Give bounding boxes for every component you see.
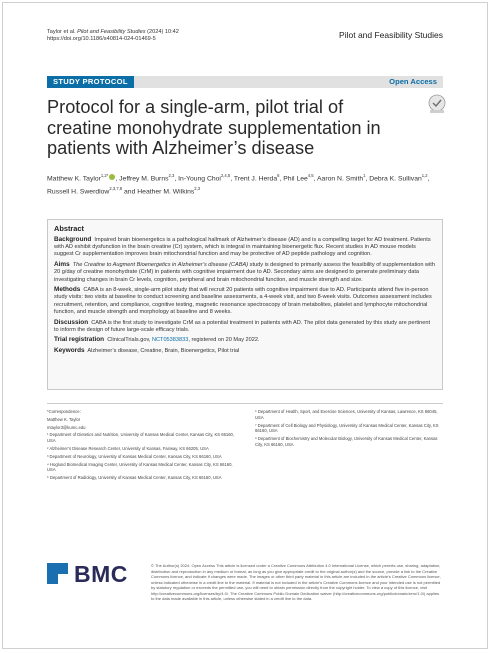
footnote: *Correspondence: (47, 409, 81, 414)
footnote: ⁵ Department of Radiology, University of Kansas Medical Center, Kansas City, KS 66160, USA (47, 475, 222, 481)
doi-link[interactable]: https://doi.org/10.1186/s40814-024-01469-5 (47, 36, 156, 42)
trial-registration: Trial registration ClinicalTrials.gov, NCT05383833, registered on 20 May 2022. (54, 336, 260, 344)
citation-authors: Taylor et al. (47, 29, 76, 35)
orcid-icon[interactable] (109, 174, 115, 180)
footnote: ⁶ Department of Health, Sport, and Exercise Sciences, University of Kansas, Lawrence, KS 66045, USA (255, 409, 438, 420)
footnote: ² Alzheimer’s Disease Research Center, University of Kansas, Fairway, KS 66205, USA (47, 445, 209, 451)
article-type-label: STUDY PROTOCOL (47, 76, 134, 88)
open-access-label: Open Access (383, 76, 443, 88)
footnote: ¹ Department of Dietetics and Nutrition, University of Kansas Medical Center, Kansas City, KS 66160, USA (47, 432, 235, 444)
license-text: © The Author(s) 2024. Open Access This article is licensed under a Creative Commons Attribution 4.0 International License, which permits use, sharing, adaptation, distribution and reproduction in any medium or format, as long as you give appropriate credit to the original author(s) and the source, provide a link to the Creative Commons licence, and indicate if changes were made. The images or other third party material in this article are included in the article’s Creative Commons licence, unless indicated otherwise in a credit line to the material. If material is not included in the article’s Creative Commons licence and your intended use is not permitted by statutory regulation or exceeds the permitted use, you will need to obtain permission directly from the copyright holder. To view a copy of this licence, visit http://creativecommons.org/licenses/by/4.0/. The Creative Commons Public Domain Dedication waiver (http://creativecommons.org/publicdomain/zero/1.0/) applies to the data made available in this article, unless otherwise stated in a credit line to the data. (151, 563, 441, 601)
article-type-banner (47, 76, 443, 88)
footnote: ⁷ Department of Cell Biology and Physiology, University of Kansas Medical Center, Kansas City, KS 66160, USA (255, 422, 439, 434)
bmc-logo (47, 559, 147, 587)
abstract-heading: Abstract (54, 224, 84, 233)
footnote: Matthew K. Taylor (47, 416, 81, 422)
running-header (47, 29, 443, 51)
abstract-box (47, 219, 443, 390)
journal-name: Pilot and Feasibility Studies (339, 30, 443, 40)
bmc-logo-text: BMC (74, 561, 128, 587)
citation-journal: Pilot and Feasibility Studies (77, 29, 146, 35)
abstract-background: Background Impaired brain bioenergetics is a pathological hallmark of Alzheimer’s disease (AD) and is a compelling target for AD treatment. Patients with AD exhibit dysfunction in the brain creatine (Cr) system, which is integral in maintaining bioenergetic flux. Recent studies in AD mouse models suggest Cr supplementation improves brain mitochondrial function and may be protective of AD peptide pathology and cognition. (54, 236, 431, 258)
footnote-divider (47, 403, 443, 404)
article-title: Protocol for a single-arm, pilot trial of creatine monohydrate supplementation in patients with Alzheimer’s disease (47, 97, 381, 158)
footnotes-left (47, 409, 237, 483)
abstract-discussion: Discussion CABA is the first study to investigate CrM as a potential treatment in patients with AD. The pilot data generated by this study are pertinent to inform the design of future large-scale efficacy trials. (54, 318, 431, 333)
footnote: mtaylor3@kumc.edu (47, 424, 86, 430)
trial-registration-link[interactable]: NCT05383833 (151, 337, 189, 344)
citation-year: (2024) 10:42 (147, 29, 179, 35)
footnotes-right (255, 409, 445, 450)
abstract-aims: Aims The Creatine to Augment Bioenergetics in Alzheimer’s disease (CABA) study is designed to primarily assess the feasibility of supplementation with 20 g/day of creatine monohydrate (CrM) in patients with cognitive impairment due to AD. Secondary aims are designed to generate preliminary data investigating changes in brain Cr levels, cognition, peripheral and brain mitochondrial function, and muscle strength and size. (54, 261, 435, 283)
check-for-updates-icon[interactable] (427, 94, 447, 114)
footnote: ³ Department of Neurology, University of Kansas Medical Center, Kansas City, KS 66160, USA (47, 453, 222, 459)
bmc-logo-icon (47, 563, 68, 584)
footnote: ⁴ Hoglund Biomedical Imaging Center, University of Kansas Medical Center, Kansas City, KS 66160, USA (47, 461, 233, 473)
abstract-methods: Methods CABA is an 8-week, single-arm pilot study that will recruit 20 patients with cognitive impairment due to AD. Participants attend five in-person study visits: two visits at baseline to conduct screening and baseline assessments, a 4-week visit, and two 8-week visits. Outcomes assessment includes recruitment, retention, and compliance, cognitive testing, magnetic resonance spectroscopy of brain metabolites, platelet and lymphocyte mitochondrial function, and muscle strength and morphology at baseline and 8 weeks. (54, 286, 432, 315)
footnote: ⁸ Department of Biochemistry and Molecular Biology, University of Kansas Medical Center, Kansas City, KS 66160, USA (255, 436, 438, 447)
author-list: Matthew K. Taylor$^{1,2*}$ , Jeffrey M. Burns$^{2,3}$, In-Young Choi$^{2,4,5}$, Trent J. Herda$^6$, Phil Lee$^{4,5}$, Aaron N. Smith$^1$, Debra K. Sullivan$^{1,2}$, Russell H. Swerdlow$^{2,3,7,8}$ and Heather M. Wilkins$^{2,3}$ (47, 173, 430, 196)
keywords: Keywords Alzheimer’s disease, Creatine, Brain, Bioenergetics, Pilot trial (54, 347, 240, 355)
article-page (2, 2, 488, 649)
citation-block (47, 29, 179, 43)
